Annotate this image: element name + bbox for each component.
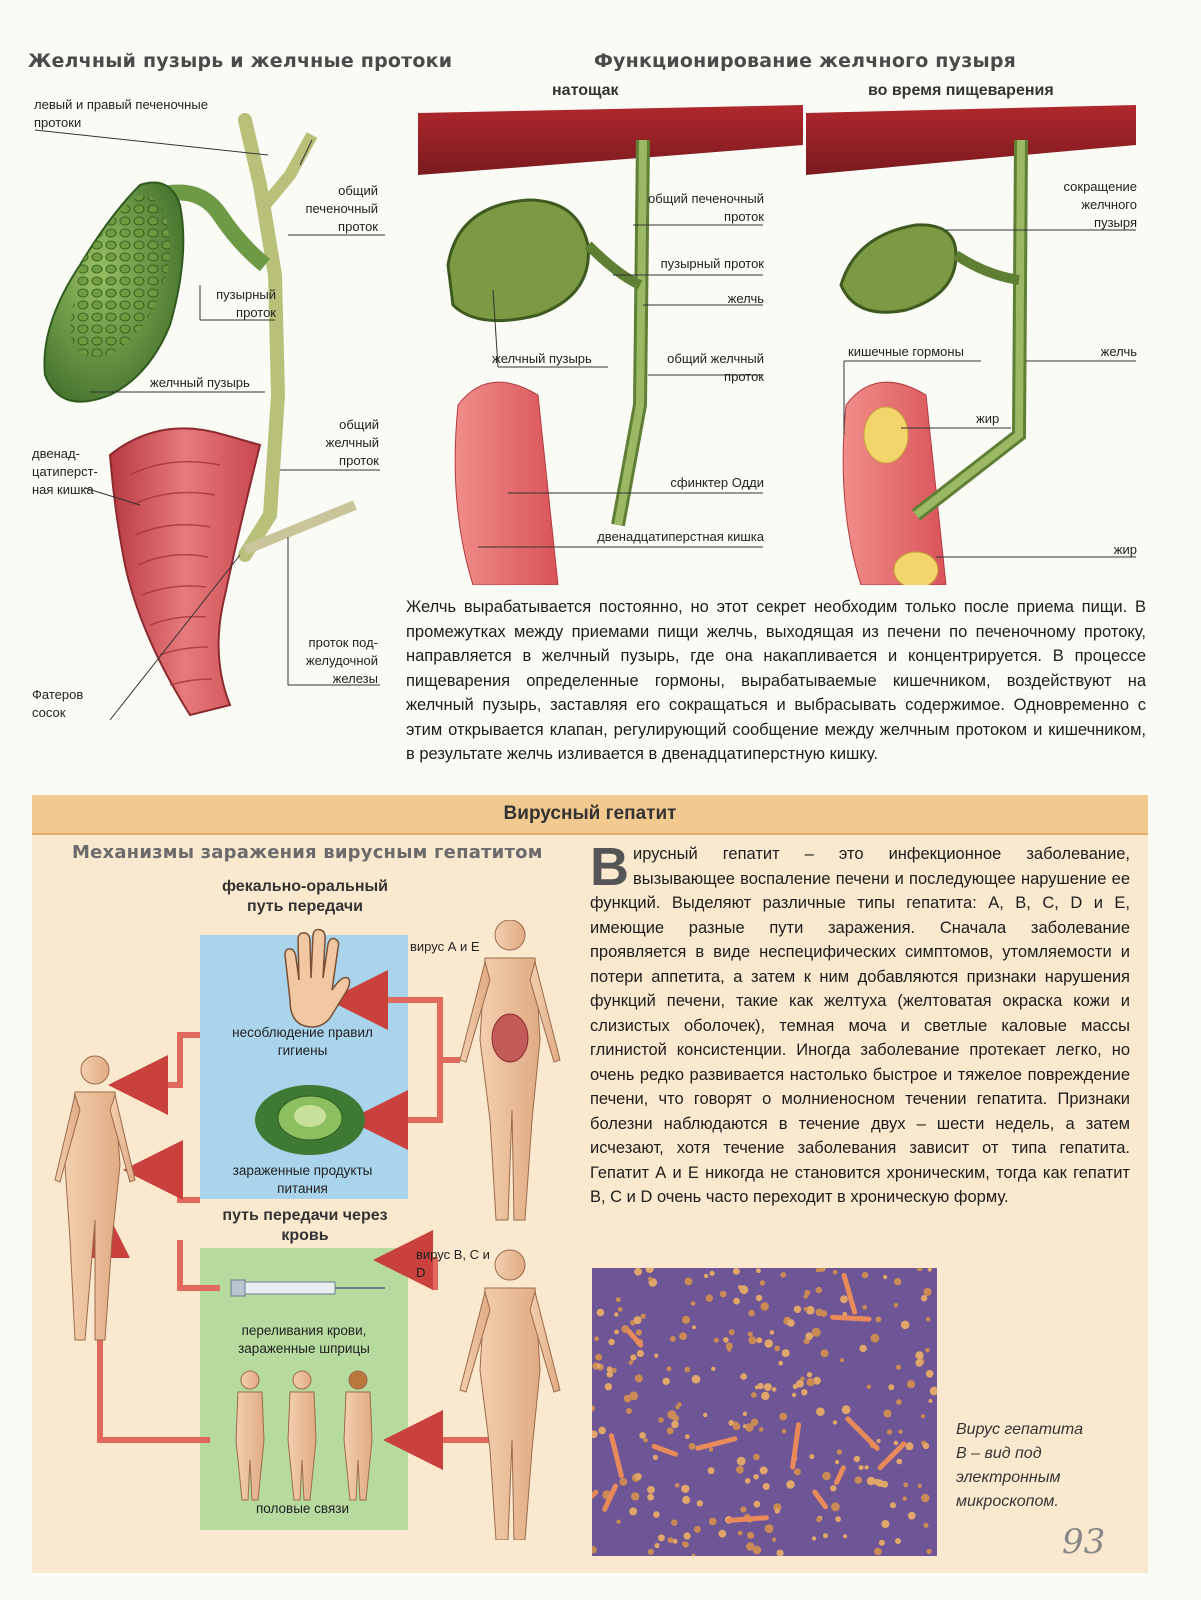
- virus-particle: [675, 1483, 680, 1488]
- page-number: 93: [1062, 1522, 1106, 1562]
- virus-particle: [720, 1291, 727, 1298]
- fasting-label-gallbladder: желчный пузырь: [492, 351, 592, 366]
- virus-particle: [689, 1443, 696, 1450]
- virus-particle: [894, 1441, 899, 1446]
- fasting-label-duodenum: двенадцатиперстная кишка: [597, 529, 764, 544]
- virus-particle: [871, 1334, 880, 1343]
- virus-particle: [854, 1456, 860, 1462]
- virus-particle: [723, 1337, 729, 1343]
- virus-particle: [681, 1485, 689, 1493]
- virus-particle: [737, 1457, 746, 1466]
- virus-particle: [822, 1472, 831, 1481]
- virus-particle: [726, 1343, 733, 1350]
- virus-particle: [812, 1536, 816, 1540]
- virus-particle: [614, 1330, 619, 1335]
- virus-particle: [629, 1360, 634, 1365]
- virus-particle: [821, 1349, 829, 1357]
- virus-particle: [887, 1429, 892, 1434]
- fasting-label-cystic-duct: пузырный проток: [660, 256, 764, 271]
- hepatitis-band: [32, 795, 1148, 835]
- virus-particle: [787, 1319, 795, 1327]
- virus-particle: [894, 1278, 901, 1285]
- virus-particle: [915, 1351, 923, 1359]
- virus-particle: [929, 1399, 933, 1403]
- virus-particle: [896, 1459, 902, 1465]
- virus-particle: [876, 1317, 882, 1323]
- virus-particle: [663, 1378, 670, 1385]
- virus-particle: [833, 1270, 838, 1275]
- virus-particle: [745, 1478, 751, 1484]
- virus-particle: [896, 1399, 902, 1405]
- virus-particle: [782, 1349, 790, 1357]
- fat-droplet: [894, 552, 938, 585]
- virus-particle: [624, 1395, 632, 1403]
- micro-caption: Вирус гепатита В – вид под электронным микроскопом.: [956, 1421, 1083, 1510]
- digestion-label-fat-1: жир: [976, 411, 1000, 426]
- virus-particle: [596, 1364, 601, 1369]
- virus-bcd-label: вирус В, С и D: [416, 1247, 490, 1280]
- virus-particle: [926, 1370, 934, 1378]
- virus-particle: [710, 1271, 715, 1276]
- virus-particle: [864, 1465, 868, 1469]
- virus-filament: [790, 1422, 802, 1470]
- virus-particle: [867, 1385, 871, 1389]
- virus-particle: [840, 1358, 844, 1362]
- virus-filament: [841, 1272, 858, 1315]
- dropcap: В: [590, 837, 629, 897]
- virus-particle: [921, 1494, 930, 1503]
- virus-filament: [695, 1436, 738, 1451]
- virus-particle: [923, 1288, 931, 1296]
- virus-particle: [692, 1554, 696, 1556]
- function-title: Функционирование желчного пузыря: [594, 50, 1017, 72]
- virus-particle: [772, 1537, 776, 1541]
- virus-particle: [703, 1413, 707, 1417]
- virus-particle: [894, 1303, 899, 1308]
- virus-particle: [692, 1325, 696, 1329]
- virus-particle: [653, 1455, 658, 1460]
- virus-particle: [859, 1345, 866, 1352]
- hepatitis-description: [590, 837, 1130, 1210]
- virus-particle: [917, 1268, 923, 1271]
- virus-particle: [667, 1427, 674, 1434]
- virus-particle: [842, 1405, 851, 1414]
- label-common-bile-duct: общий желчный проток: [325, 417, 379, 468]
- virus-particle: [733, 1268, 740, 1275]
- virus-particle: [670, 1336, 676, 1342]
- virus-particle: [809, 1454, 814, 1459]
- virus-particle: [823, 1533, 828, 1538]
- fasting-title: натощак: [552, 82, 619, 99]
- virus-particle: [668, 1537, 674, 1543]
- virus-particle: [714, 1338, 719, 1343]
- virus-particle: [804, 1294, 808, 1298]
- gallbladder-title: Желчный пузырь и желчные протоки: [28, 50, 453, 72]
- virus-particle: [743, 1412, 747, 1416]
- virus-particle: [831, 1502, 840, 1511]
- virus-particle: [807, 1372, 812, 1377]
- virus-particle: [658, 1417, 664, 1423]
- digestion-label-hormones: кишечные гормоны: [848, 344, 964, 359]
- virus-particle: [635, 1473, 642, 1480]
- virus-particle: [635, 1374, 643, 1382]
- virus-particle: [928, 1268, 932, 1272]
- virus-particle: [654, 1543, 659, 1548]
- virus-particle: [835, 1460, 839, 1464]
- virus-particle: [774, 1346, 780, 1352]
- virus-particle: [867, 1477, 876, 1486]
- virus-particle: [833, 1420, 837, 1424]
- virus-particle: [862, 1305, 867, 1310]
- virus-particle: [816, 1517, 821, 1522]
- virus-particle: [748, 1336, 756, 1344]
- function-fasting-illustration: [418, 105, 803, 585]
- virus-particle: [618, 1307, 623, 1312]
- virus-particle: [653, 1511, 660, 1518]
- sexual-label: половые связи: [255, 1501, 349, 1516]
- fasting-label-bile: желчь: [727, 291, 764, 306]
- virus-particle: [890, 1502, 896, 1508]
- virus-particle: [772, 1387, 777, 1392]
- virus-filament: [830, 1315, 872, 1322]
- label-pancreatic-duct: проток под-желудочной железы: [305, 635, 378, 686]
- virus-particle: [671, 1519, 677, 1525]
- virus-particle: [786, 1480, 795, 1489]
- blood-title: путь передачи через кровь: [222, 1207, 388, 1244]
- virus-particle: [733, 1298, 740, 1305]
- virus-particle: [816, 1407, 825, 1416]
- virus-particle: [756, 1337, 762, 1343]
- virus-particle: [658, 1534, 665, 1541]
- virus-particle: [595, 1354, 602, 1361]
- virus-particle: [804, 1307, 808, 1311]
- digestion-label-contraction: сокращение желчного пузыря: [1063, 179, 1137, 230]
- virus-particle: [923, 1523, 928, 1528]
- virus-particle: [709, 1447, 713, 1451]
- virus-particle: [697, 1500, 703, 1506]
- virus-particle: [915, 1359, 923, 1367]
- virus-particle: [796, 1380, 804, 1388]
- hepatitis-band-title: Вирусный гепатит: [503, 803, 677, 824]
- fat-droplet: [864, 407, 908, 463]
- virus-particle: [879, 1540, 885, 1546]
- virus-particle: [918, 1484, 922, 1488]
- virus-particle: [874, 1548, 882, 1556]
- virus-particle: [925, 1348, 930, 1353]
- virus-particle: [620, 1478, 628, 1486]
- virus-particle: [647, 1486, 655, 1494]
- hygiene-label: несоблюдение правил гигиены: [232, 1025, 373, 1058]
- virus-particle: [859, 1465, 864, 1470]
- digestion-label-fat-2: жир: [1113, 542, 1137, 557]
- fasting-label-oddi: сфинктер Одди: [670, 475, 764, 490]
- virus-particle: [782, 1429, 787, 1434]
- mechanisms-title: Механизмы заражения вирусным гепатитом: [72, 842, 543, 863]
- virus-particle: [639, 1432, 646, 1439]
- virus-particle: [753, 1454, 760, 1461]
- virus-particle: [778, 1361, 783, 1366]
- virus-particle: [770, 1330, 775, 1335]
- virus-particle: [605, 1383, 612, 1390]
- virus-particle: [754, 1501, 761, 1508]
- virus-particle: [718, 1530, 726, 1538]
- human-fecal: [460, 920, 560, 1220]
- virus-particle: [682, 1316, 690, 1324]
- virus-particle: [592, 1405, 595, 1411]
- virus-particle: [781, 1272, 787, 1278]
- duodenum-shape: [110, 428, 260, 715]
- virus-particle: [738, 1285, 743, 1290]
- virus-particle: [855, 1476, 862, 1483]
- virus-particle: [792, 1393, 796, 1397]
- virus-particle: [592, 1430, 598, 1438]
- virus-particle: [634, 1268, 642, 1276]
- virus-particle: [764, 1383, 772, 1391]
- virus-particle: [908, 1512, 916, 1520]
- virus-particle: [884, 1410, 892, 1418]
- virus-filament: [833, 1464, 846, 1485]
- virus-particle: [592, 1546, 597, 1553]
- microscope-image: [592, 1268, 937, 1556]
- virus-particle: [761, 1302, 769, 1310]
- virus-particle: [862, 1272, 868, 1278]
- virus-particle: [626, 1408, 632, 1414]
- virus-particle: [840, 1295, 848, 1303]
- virus-particle: [679, 1332, 687, 1340]
- virus-particle: [751, 1419, 758, 1426]
- virus-particle: [594, 1336, 599, 1341]
- virus-particle: [708, 1467, 715, 1474]
- label-gallbladder: желчный пузырь: [150, 375, 250, 390]
- virus-particle: [629, 1507, 637, 1515]
- virus-particle: [608, 1339, 614, 1345]
- virus-particle: [738, 1531, 743, 1536]
- virus-particle: [881, 1520, 889, 1528]
- fasting-label-common-hepatic: общий печеночный проток: [647, 191, 764, 224]
- couple-figures: [236, 1371, 372, 1500]
- virus-particle: [648, 1277, 652, 1281]
- virus-particle: [631, 1492, 639, 1500]
- virus-particle: [692, 1375, 701, 1384]
- virus-particle: [812, 1328, 821, 1337]
- virus-particle: [930, 1387, 937, 1396]
- label-duodenum: двенад-цатиперст-ная кишка: [32, 446, 98, 497]
- label-cystic-duct: пузырный проток: [216, 287, 276, 320]
- virus-filament: [592, 1489, 599, 1512]
- virus-particle: [685, 1278, 693, 1286]
- virus-particle: [753, 1546, 762, 1555]
- virus-particle: [636, 1329, 642, 1335]
- virus-particle: [607, 1366, 613, 1372]
- virus-particle: [646, 1268, 654, 1273]
- virus-particle: [888, 1384, 894, 1390]
- virus-particle: [765, 1339, 773, 1347]
- virus-particle: [837, 1449, 842, 1454]
- virus-particle: [830, 1485, 836, 1491]
- virus-particle: [667, 1410, 676, 1419]
- transmission-diagram: [40, 920, 580, 1540]
- virus-particle: [765, 1524, 774, 1533]
- virus-particle: [654, 1354, 658, 1358]
- virus-particle: [691, 1301, 696, 1306]
- virus-particle: [926, 1549, 931, 1554]
- virus-particle: [901, 1321, 910, 1330]
- virus-particle: [877, 1480, 884, 1487]
- virus-particle: [896, 1365, 901, 1370]
- virus-particle: [794, 1306, 801, 1313]
- virus-particle: [634, 1316, 642, 1324]
- virus-particle: [685, 1434, 690, 1439]
- fasting-label-common-bile: общий желчный проток: [667, 351, 764, 384]
- virus-particle: [895, 1538, 901, 1544]
- virus-particle: [775, 1508, 780, 1513]
- virus-filament: [811, 1489, 829, 1511]
- virus-particle: [748, 1332, 753, 1337]
- human-left: [55, 1056, 135, 1340]
- virus-particle: [807, 1378, 815, 1386]
- virus-particle: [906, 1442, 914, 1450]
- virus-particle: [740, 1373, 747, 1380]
- virus-particle: [667, 1366, 672, 1371]
- virus-particle: [736, 1466, 744, 1474]
- virus-particle: [614, 1312, 618, 1316]
- virus-particle: [835, 1516, 841, 1522]
- virus-particle: [801, 1389, 807, 1395]
- virus-particle: [756, 1295, 762, 1301]
- virus-particle: [648, 1549, 654, 1555]
- virus-particle: [903, 1496, 907, 1500]
- virus-particle: [903, 1483, 908, 1488]
- virus-particle: [877, 1439, 881, 1443]
- virus-particle: [740, 1506, 746, 1512]
- virus-particle: [694, 1526, 701, 1533]
- virus-particle: [711, 1367, 715, 1371]
- virus-particle: [923, 1443, 929, 1449]
- virus-particle: [616, 1520, 620, 1524]
- virus-particle: [597, 1309, 605, 1317]
- virus-particle: [816, 1309, 823, 1316]
- hand-icon: [285, 930, 350, 1027]
- virus-particle: [637, 1350, 644, 1357]
- virus-particle: [704, 1274, 708, 1278]
- virus-particle: [763, 1483, 770, 1490]
- virus-ae-label: вирус А и Е: [410, 939, 480, 954]
- virus-particle: [643, 1438, 648, 1443]
- cabbage-icon: [255, 1085, 365, 1155]
- function-description: Желчь вырабатывается постоянно, но этот секрет необходим только после приема пищи. В промежутках между приемами пищи желчь, выходящая из печени по печеночному протоку, направляется в желчный пузырь, где она накапливается и концентрируется. В процессе пищеварения определенные гормоны, вырабатываемые кишечником, воздействуют на желчный пузырь, заставляя его сокращаться и выбрасывать содержимое. Одновременно с этим открывается клапан, регулирующий сообщение между желчным протоком и кишечником, в результате желчь изливается в двенадцатиперстную кишку.: [406, 598, 1146, 763]
- transfusion-label: переливания крови, зараженные шприцы: [238, 1323, 370, 1356]
- virus-particle: [777, 1550, 784, 1557]
- hepatitis-description-text: ирусный гепатит – это инфекционное заболевание, вызывающее воспаление печени и последующее нарушение ее функций. Выделяют различные типы гепатита: А, В, С, D и Е, имеющие разные пути заражения. Сначала заболевание проявляется в виде неспецифических симптомов, утомляемости и потери аппетита, а затем к ним добавляются признаки нарушения функций печени, такие как желтуха (желтоватая окраска кожи и слизистых оболочек), темная моча и светлые каловые массы глинистой консистенции. Иногда заболевание протекает легко, но очень редко развивается настолько быстрое и тяжелое повреждение печени, что говорят о молниеносном течении гепатита. Признаки болезни наблюдаются в течение двух – шести недель, а затем исчезают, хотя течение заболевания зависит от типа гепатита. Гепатит А и Е никогда не становится хроническим, тогда как гепатит В, С и D очень часто переходит в хроническую форму.: [590, 845, 1130, 1206]
- virus-particle: [709, 1518, 717, 1526]
- virus-particle: [751, 1392, 757, 1398]
- digestion-label-bile: желчь: [1100, 344, 1137, 359]
- virus-particle: [926, 1317, 931, 1322]
- fecal-title: фекально-оральный путь передачи: [222, 878, 388, 915]
- virus-particle: [743, 1424, 747, 1428]
- virus-particle: [757, 1383, 763, 1389]
- virus-filament: [844, 1415, 880, 1451]
- virus-particle: [729, 1329, 735, 1335]
- virus-particle: [800, 1377, 804, 1381]
- virus-particle: [748, 1310, 754, 1316]
- virus-particle: [898, 1430, 902, 1434]
- virus-particle: [921, 1295, 927, 1301]
- virus-particle: [641, 1314, 646, 1319]
- syringe-icon: [231, 1280, 385, 1296]
- virus-particle: [794, 1468, 801, 1475]
- virus-particle: [753, 1474, 758, 1479]
- virus-particle: [706, 1295, 713, 1302]
- virus-particle: [921, 1414, 925, 1418]
- label-papilla: Фатеров сосок: [32, 687, 84, 720]
- digestion-title: во время пищеварения: [868, 82, 1054, 99]
- virus-particle: [616, 1297, 621, 1302]
- food-label: зараженные продукты питания: [232, 1163, 373, 1196]
- virus-particle: [760, 1280, 765, 1285]
- virus-particle: [779, 1413, 787, 1421]
- human-blood: [460, 1250, 560, 1540]
- virus-particle: [760, 1466, 768, 1474]
- virus-particle: [883, 1275, 887, 1279]
- virus-particle: [671, 1421, 678, 1428]
- virus-particle: [759, 1427, 764, 1432]
- virus-particle: [685, 1367, 691, 1373]
- virus-particle: [728, 1420, 734, 1426]
- virus-filament: [877, 1440, 908, 1471]
- virus-particle: [598, 1427, 606, 1435]
- virus-particle: [747, 1532, 754, 1539]
- virus-particle: [647, 1494, 654, 1501]
- label-common-hepatic-duct: общий печеночный проток: [305, 183, 378, 234]
- virus-particle: [684, 1532, 691, 1539]
- virus-particle: [683, 1542, 689, 1548]
- virus-particle: [816, 1287, 822, 1293]
- virus-particle: [761, 1392, 769, 1400]
- virus-particle: [675, 1405, 679, 1409]
- label-hepatic-ducts: левый и правый печеночные протоки: [34, 97, 208, 130]
- virus-particle: [843, 1534, 847, 1538]
- virus-particle: [756, 1268, 761, 1273]
- virus-particle: [630, 1354, 636, 1360]
- virus-particle: [907, 1380, 915, 1388]
- virus-particle: [682, 1496, 690, 1504]
- virus-filament: [608, 1433, 624, 1479]
